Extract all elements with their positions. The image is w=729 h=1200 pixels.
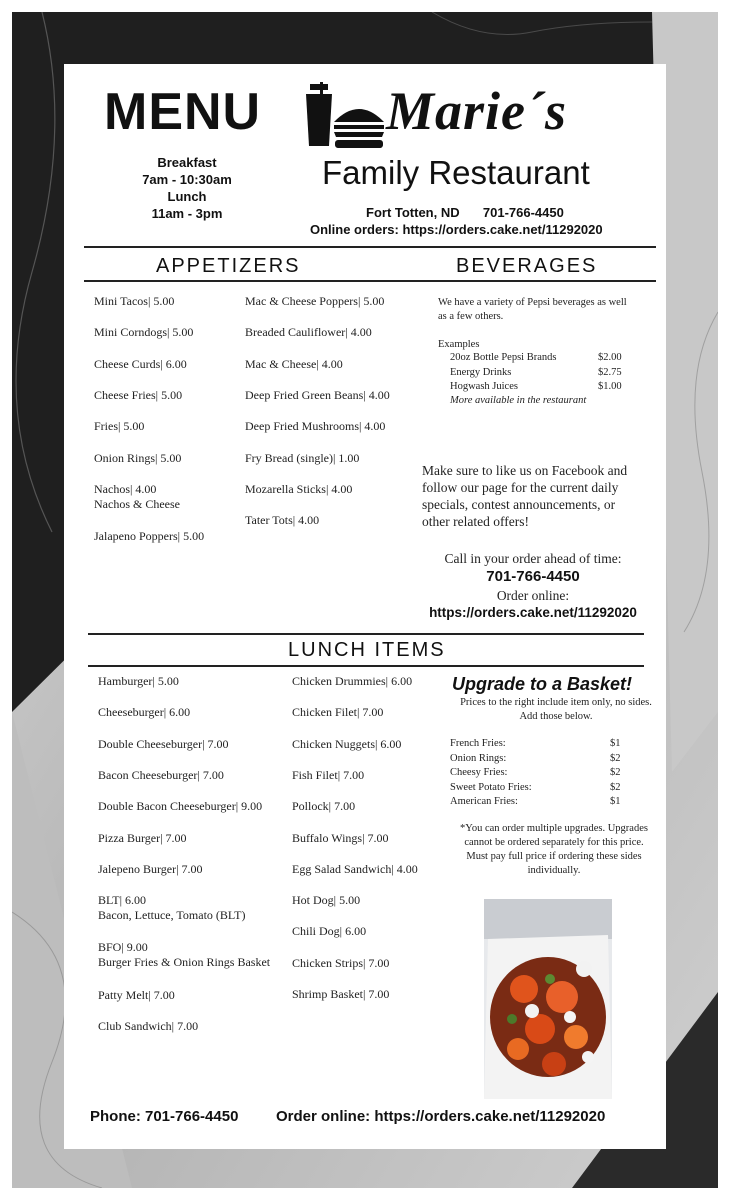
beverages-examples-label: Examples — [438, 339, 480, 350]
menu-item — [292, 768, 364, 783]
location-line — [366, 205, 564, 220]
menu-item — [94, 451, 181, 466]
menu-item — [245, 357, 343, 372]
separator: | — [119, 893, 125, 908]
menu-item — [94, 357, 187, 372]
separator: | — [130, 481, 136, 496]
item-name: Fry Bread (single) — [245, 450, 333, 465]
separator: | — [363, 387, 369, 402]
item-price: 9.00 — [241, 799, 263, 814]
lunch-heading: LUNCH ITEMS — [288, 639, 446, 661]
hours-breakfast-time: 7am - 10:30am — [142, 172, 232, 187]
menu-item — [292, 956, 389, 971]
divider — [88, 633, 644, 635]
item-name: Cheeseburger — [98, 705, 164, 720]
menu-item — [245, 388, 390, 403]
separator: | — [235, 799, 242, 814]
divider — [88, 665, 644, 667]
item-name: Jalapeno Poppers — [94, 529, 178, 544]
menu-item — [292, 893, 360, 908]
separator: | — [333, 893, 340, 908]
list-item-price: $2.75 — [598, 366, 622, 378]
item-price: 7.00 — [367, 830, 389, 845]
item-price: 7.00 — [343, 767, 365, 782]
upgrade-subtitle: Prices to the right include item only, no sides. Add those below. — [460, 697, 652, 722]
item-price: 4.00 — [396, 861, 418, 876]
upgrade-title: Upgrade to a Basket! — [452, 674, 633, 694]
separator: | — [177, 529, 184, 544]
item-note: Bacon, Lettuce, Tomato (BLT) — [98, 908, 246, 923]
item-price: 4.00 — [298, 513, 320, 528]
separator: | — [155, 387, 162, 402]
item-note: Burger Fries & Onion Rings Basket — [98, 955, 271, 970]
menu-item — [98, 737, 229, 752]
item-price: 6.00 — [124, 893, 146, 908]
list-item-price: $1 — [610, 796, 621, 807]
menu-item — [245, 451, 359, 466]
item-price: 6.00 — [345, 924, 367, 939]
separator: | — [152, 674, 158, 688]
item-name: Chicken Nuggets — [292, 736, 375, 751]
facebook-text: Make sure to like us on Facebook and follow our page for the current daily specials, contest announcements, or other related offers! — [422, 463, 628, 529]
item-price: 4.00 — [364, 419, 386, 434]
footer-phone: Phone: 701-766-4450 — [90, 1108, 239, 1125]
item-price: 7.00 — [202, 767, 224, 782]
brand-subtitle: Family Restaurant — [322, 154, 590, 191]
appetizers-heading: APPETIZERS — [156, 255, 301, 277]
separator: | — [337, 767, 344, 782]
item-price: 7.00 — [165, 830, 187, 845]
item-name: Bacon Cheeseburger — [98, 767, 198, 782]
menu-item — [292, 831, 388, 846]
item-name: Chili Dog — [292, 924, 340, 939]
beverages-intro: We have a variety of Pepsi beverages as well as a few others. — [438, 297, 627, 322]
menu-item — [98, 705, 190, 720]
menu-item — [292, 862, 418, 877]
divider — [84, 246, 656, 248]
item-price: 7.00 — [368, 987, 390, 1001]
separator: | — [197, 767, 203, 782]
separator: | — [339, 924, 346, 939]
list-item-name: Sweet Potato Fries: — [450, 781, 532, 793]
item-note: Nachos & Cheese — [94, 496, 180, 511]
item-price: 6.00 — [169, 705, 191, 720]
menu-item — [98, 893, 245, 923]
menu-item — [292, 705, 383, 720]
item-name: Patty Melt — [98, 987, 149, 1002]
item-name: Mac & Cheese — [245, 356, 317, 371]
menu-item — [94, 482, 180, 512]
menu-title: MENU — [104, 83, 262, 141]
menu-item — [292, 799, 355, 814]
separator: | — [118, 419, 124, 434]
item-price: 9.00 — [126, 940, 148, 955]
list-item-name: Hogwash Juices — [450, 381, 518, 392]
list-item-name: Cheesy Fries: — [450, 767, 508, 778]
burger-icon — [334, 109, 384, 148]
item-price: 7.00 — [177, 1019, 199, 1033]
list-item-price: $1 — [610, 738, 621, 749]
menu-item — [245, 294, 384, 309]
item-name: Onion Rings — [94, 450, 156, 465]
food-photo-image — [484, 899, 612, 1099]
list-item-name: Energy Drinks — [450, 366, 512, 378]
item-price: 4.00 — [350, 325, 372, 340]
item-name: Buffalo Wings — [292, 830, 363, 845]
food-photo — [484, 899, 612, 1099]
order-online-label: Order online: — [496, 588, 570, 603]
separator: | — [375, 736, 381, 751]
list-item-name: Onion Rings: — [450, 752, 507, 764]
item-name: BFO — [98, 940, 122, 955]
menu-item — [98, 799, 262, 814]
item-name: Hot Dog — [292, 893, 334, 908]
call-phone: 701-766-4450 — [486, 568, 580, 585]
separator: | — [171, 1019, 178, 1033]
separator: | — [316, 356, 322, 371]
menu-item — [245, 419, 385, 434]
menu-item — [94, 294, 174, 309]
item-name: Deep Fried Green Beans — [245, 387, 364, 402]
separator: | — [359, 419, 365, 434]
separator: | — [202, 736, 208, 751]
list-item-price: $2 — [610, 752, 621, 764]
item-name: Double Cheeseburger — [98, 736, 203, 751]
separator: | — [357, 705, 363, 720]
divider — [84, 280, 656, 282]
list-item-name: 20oz Bottle Pepsi Brands — [450, 352, 557, 363]
separator: | — [391, 861, 397, 876]
separator: | — [325, 481, 332, 496]
item-name: BLT — [98, 893, 120, 908]
item-name: Jalepeno Burger — [98, 861, 177, 876]
item-price: 1.00 — [338, 450, 360, 465]
logo-icons — [304, 82, 386, 152]
item-name: Hamburger — [98, 674, 153, 688]
call-text: Call in your order ahead of time: — [444, 551, 622, 566]
item-price: 5.00 — [161, 387, 183, 402]
separator: | — [148, 987, 154, 1002]
separator: | — [147, 294, 154, 308]
menu-item — [292, 737, 401, 752]
online-orders-link[interactable]: Online orders: https://orders.cake.net/11292020 — [310, 222, 603, 237]
menu-item — [98, 862, 203, 877]
item-name: Pizza Burger — [98, 830, 161, 845]
item-name: Cheese Curds — [94, 356, 161, 371]
item-price: 7.00 — [362, 705, 384, 720]
item-name: Chicken Strips — [292, 955, 363, 970]
menu-item — [245, 325, 372, 340]
menu-item — [98, 831, 187, 846]
separator: | — [328, 799, 335, 814]
list-item-name: French Fries: — [450, 738, 506, 749]
menu-item — [292, 987, 389, 1002]
item-price: 6.00 — [391, 674, 413, 688]
item-price: 7.00 — [334, 799, 356, 814]
hours-lunch-time: 11am - 3pm — [151, 206, 223, 221]
item-price: 7.00 — [368, 955, 390, 970]
item-price: 5.00 — [183, 529, 205, 544]
menu-item — [98, 940, 270, 970]
item-price: 4.00 — [321, 356, 343, 371]
hours-breakfast-label: Breakfast — [157, 155, 217, 170]
item-name: Fries — [94, 419, 118, 434]
menu-item — [94, 325, 193, 340]
separator: | — [292, 513, 299, 528]
menu-item — [94, 529, 204, 544]
menu-frame — [12, 12, 718, 1188]
item-price: 7.00 — [207, 736, 229, 751]
separator: | — [160, 356, 166, 371]
menu-item — [292, 674, 412, 689]
upgrade-note: *You can order multiple upgrades. Upgrades cannot be ordered separately for this price. Must pay full price if ordering these sides individually. — [460, 823, 648, 876]
list-item-price: $2 — [610, 767, 621, 778]
menu-item — [245, 513, 319, 528]
menu-item — [94, 419, 144, 434]
menu-item — [245, 482, 352, 497]
menu-item — [98, 1019, 198, 1034]
separator: | — [357, 294, 364, 308]
separator: | — [176, 861, 182, 876]
item-name: Cheese Fries — [94, 387, 156, 402]
separator: | — [362, 830, 368, 845]
item-name: Mini Tacos — [94, 294, 148, 308]
footer-order-online[interactable]: Order online: https://orders.cake.net/11292020 — [276, 1108, 606, 1125]
list-item-price: $1.00 — [598, 381, 622, 392]
beverages-more: More available in the restaurant — [450, 395, 587, 406]
item-price: 4.00 — [331, 481, 353, 496]
item-name: Chicken Filet — [292, 705, 357, 720]
hours-lunch-label: Lunch — [167, 189, 207, 204]
separator: | — [363, 987, 369, 1001]
separator: | — [155, 450, 161, 465]
item-price: 7.00 — [181, 861, 203, 876]
item-price: 5.00 — [157, 674, 179, 688]
item-name: Mozarella Sticks — [245, 481, 326, 496]
item-price: 5.00 — [339, 893, 361, 908]
item-price: 5.00 — [153, 294, 175, 308]
item-price: 5.00 — [363, 294, 385, 308]
separator: | — [363, 955, 369, 970]
item-price: 5.00 — [123, 419, 145, 434]
item-name: Shrimp Basket — [292, 987, 363, 1001]
hours-block — [104, 154, 270, 222]
drink-cup-icon — [306, 82, 332, 146]
brand-name: Marie´s — [386, 81, 567, 141]
item-name: Breaded Cauliflower — [245, 325, 346, 340]
item-price: 4.00 — [135, 481, 157, 496]
separator: | — [385, 674, 392, 688]
header-phone: 701-766-4450 — [482, 205, 564, 220]
separator: | — [345, 325, 351, 340]
item-price: 4.00 — [368, 387, 390, 402]
item-price: 7.00 — [153, 987, 175, 1002]
beverages-heading: BEVERAGES — [456, 255, 598, 277]
item-name: Egg Salad Sandwich — [292, 861, 392, 876]
item-name: Mac & Cheese Poppers — [245, 294, 358, 308]
separator: | — [163, 705, 170, 720]
item-price: 6.00 — [380, 736, 402, 751]
menu-item — [98, 988, 175, 1003]
item-price: 5.00 — [160, 450, 182, 465]
location: Fort Totten, ND — [366, 205, 460, 220]
separator: | — [167, 325, 173, 340]
menu-item — [98, 768, 224, 783]
item-name: Deep Fried Mushrooms — [245, 419, 359, 434]
item-name: Nachos — [94, 481, 130, 496]
item-name: Double Bacon Cheeseburger — [98, 799, 236, 814]
separator: | — [332, 450, 339, 465]
item-price: 5.00 — [172, 325, 194, 340]
menu-item — [98, 674, 179, 689]
item-name: Tater Tots — [245, 513, 293, 528]
list-item-price: $2 — [610, 781, 621, 793]
item-price: 6.00 — [165, 356, 187, 371]
order-online-url[interactable]: https://orders.cake.net/11292020 — [429, 605, 637, 620]
separator: | — [160, 830, 166, 845]
separator: | — [121, 940, 127, 955]
item-name: Mini Corndogs — [94, 325, 168, 340]
item-name: Fish Filet — [292, 767, 338, 782]
item-name: Pollock — [292, 799, 329, 814]
menu-paper — [64, 64, 666, 1149]
list-item-name: American Fries: — [450, 796, 518, 807]
item-name: Club Sandwich — [98, 1019, 172, 1033]
item-name: Chicken Drummies — [292, 674, 386, 688]
menu-item — [292, 924, 366, 939]
menu-item — [94, 388, 182, 403]
list-item-price: $2.00 — [598, 352, 622, 363]
call-block — [422, 550, 644, 622]
